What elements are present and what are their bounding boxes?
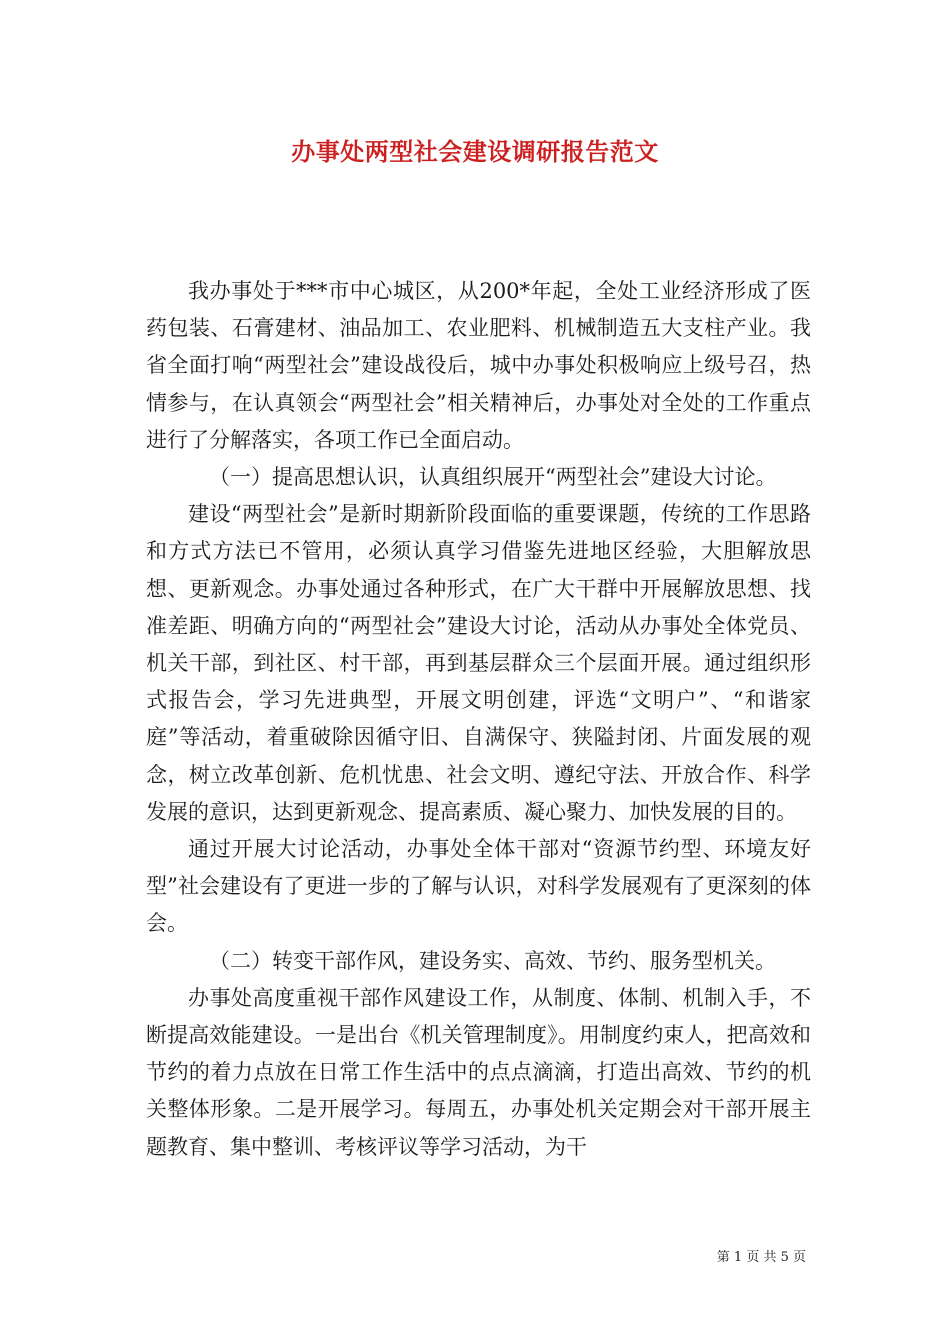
- section-heading-1: （一）提高思想认识，认真组织展开“两型社会”建设大讨论。: [209, 465, 777, 490]
- section-2-paragraph-1: 办事处高度重视干部作风建设工作，从制度、体制、机制入手，不断提高效能建设。一是出台《机关管理制度》。用制度约束人，把高效和节约的着力点放在日常工作生活中的点点滴滴，打造出高效、节约的机关整体形象。二是开展学习。每周五，办事处机关定期会对干部开展主题教育、集中整训、考核评议等学习活动，为干: [146, 985, 811, 1159]
- intro-paragraph: 我办事处于***市中心城区，从200*年起，全处工业经济形成了医药包装、石膏建材、油品加工、农业肥料、机械制造五大支柱产业。我省全面打响“两型社会”建设战役后，城中办事处积极响应上级号召，热情参与，在认真领会“两型社会”相关精神后，办事处对全处的工作重点进行了分解落实，各项工作已全面启动。: [146, 279, 811, 452]
- document-title: 办事处两型社会建设调研报告范文: [291, 137, 659, 166]
- page-number-footer: 第 1 页 共 5 页: [716, 1250, 806, 1265]
- section-heading-2: （二）转变干部作风，建设务实、高效、节约、服务型机关。: [209, 948, 776, 973]
- document-body: [146, 273, 811, 1166]
- section-1-paragraph-2: 通过开展大讨论活动，办事处全体干部对“资源节约型、环境友好型”社会建设有了更进一步的了解与认识，对科学发展观有了更深刻的体会。: [146, 837, 811, 936]
- section-1-paragraph-1: 建设“两型社会”是新时期新阶段面临的重要课题，传统的工作思路和方式方法已不管用，必须认真学习借鉴先进地区经验，大胆解放思想、更新观念。办事处通过各种形式，在广大干群中开展解放思想、找准差距、明确方向的“两型社会”建设大讨论，活动从办事处全体党员、机关干部，到社区、村干部，再到基层群众三个层面开展。通过组织形式报告会，学习先进典型，开展文明创建，评选“文明户”、“和谐家庭”等活动，着重破除因循守旧、自满保守、狭隘封闭、片面发展的观念，树立改革创新、危机忧患、社会文明、遵纪守法、开放合作、科学发展的意识，达到更新观念、提高素质、凝心聚力、加快发展的目的。: [146, 502, 811, 824]
